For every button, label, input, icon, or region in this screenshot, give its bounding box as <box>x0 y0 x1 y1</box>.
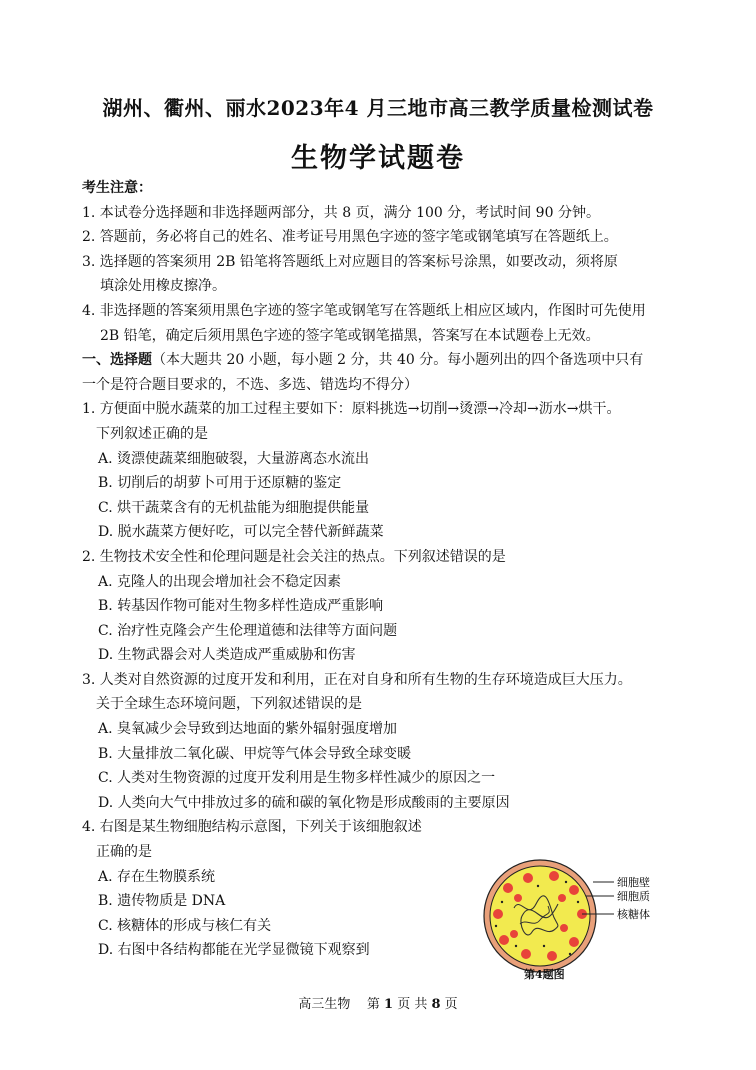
question-option: B. 切削后的胡萝卜可用于还原糖的鉴定 <box>98 475 342 492</box>
notice-item: 1. 本试卷分选择题和非选择题两部分，共 8 页，满分 100 分，考试时间 90 分钟。 <box>82 204 600 221</box>
notice-item-cont: 2B 铅笔，确定后须用黑色字迹的签字笔或钢笔描黑，答案写在本试题卷上无效。 <box>100 327 600 344</box>
question-option: B. 遗传物质是 DNA <box>98 893 226 910</box>
notice-item-cont: 填涂处用橡皮擦净。 <box>100 278 226 295</box>
question-stem: 2. 生物技术安全性和伦理问题是社会关注的热点。下列叙述错误的是 <box>82 548 506 565</box>
ribosome-dot <box>503 883 513 893</box>
exam-title: 湖州、衢州、丽水2023年4 月三地市高三教学质量检测试卷 <box>102 96 654 120</box>
question-option: C. 治疗性克隆会产生伦理道德和法律等方面问题 <box>98 622 398 639</box>
question-option: A. 克隆人的出现会增加社会不稳定因素 <box>98 573 342 590</box>
ribosome-dot <box>499 935 509 945</box>
ribosome-dot <box>569 885 579 895</box>
notice-item: 2. 答题前，务必将自己的姓名、准考证号用黑色字迹的签字笔或钢笔填写在答题纸上。 <box>82 229 618 246</box>
ribosome-dot <box>521 949 531 959</box>
footer-page-num: 1 <box>384 997 394 1012</box>
question-option: B. 转基因作物可能对生物多样性造成严重影响 <box>98 598 384 615</box>
question-stem-cont: 关于全球生态环境问题，下列叙述错误的是 <box>96 696 362 713</box>
footer-page-mid: 页 共 <box>397 997 428 1012</box>
section-label: 一、选择题 <box>82 352 152 369</box>
exam-body <box>82 176 694 963</box>
ribosome-dot <box>549 871 559 881</box>
exam-subtitle: 生物学试题卷 <box>291 143 465 174</box>
question-stem: 3. 人类对自然资源的过度开发和利用，正在对自身和所有生物的生存环境造成巨大压力。 <box>82 671 632 688</box>
notice-item: 4. 非选择题的答案须用黑色字迹的签字笔或钢笔写在答题纸上相应区域内，作图时可先使用 <box>82 302 646 319</box>
page-footer <box>0 993 756 1012</box>
notice-heading: 考生注意： <box>82 180 152 196</box>
label-cell-wall: 细胞壁 <box>617 876 650 889</box>
ribosome-dot <box>514 894 522 902</box>
footer-subject: 高三生物 <box>298 997 351 1012</box>
question-stem-cont: 下列叙述正确的是 <box>96 425 208 442</box>
ribosome-dot <box>523 873 533 883</box>
section-desc: （本大题共 20 小题，每小题 2 分，共 40 分。每小题列出的四个备选项中只有 <box>152 352 644 369</box>
section-header <box>82 348 694 373</box>
question-option: C. 核糖体的形成与核仁有关 <box>98 917 272 934</box>
question-stem: 1. 方便面中脱水蔬菜的加工过程主要如下：原料挑选→切削→烫漂→冷却→沥水→烘干。 <box>82 401 621 418</box>
section-desc-cont: 一个是符合题目要求的，不选、多选、错选均不得分） <box>82 376 418 393</box>
question-option: B. 大量排放二氧化碳、甲烷等气体会导致全球变暖 <box>98 745 412 762</box>
question-stem-cont: 正确的是 <box>96 844 152 861</box>
ribosome-dot <box>558 894 566 902</box>
ribosome-dot <box>547 951 557 961</box>
notice-item: 3. 选择题的答案须用 2B 铅笔将答题纸上对应题目的答案标号涂黑，如要改动，须将原 <box>82 253 618 270</box>
question-option: A. 烫漂使蔬菜细胞破裂，大量游离态水流出 <box>98 450 370 467</box>
question-option: D. 脱水蔬菜方便好吃，可以完全替代新鲜蔬菜 <box>98 524 384 541</box>
label-ribosome: 核糖体 <box>617 908 650 921</box>
question-option: A. 存在生物膜系统 <box>98 868 216 885</box>
question-option: C. 人类对生物资源的过度开发利用是生物多样性减少的原因之一 <box>98 770 496 787</box>
cell-diagram <box>478 858 668 988</box>
question-stem: 4. 右图是某生物细胞结构示意图，下列关于该细胞叙述 <box>82 819 422 836</box>
question-option: D. 人类向大气中排放过多的硫和碳的氧化物是形成酸雨的主要原因 <box>98 794 510 811</box>
ribosome-dot <box>569 937 579 947</box>
footer-page-suffix: 页 <box>444 997 458 1012</box>
question-option: D. 生物武器会对人类造成严重威胁和伤害 <box>98 647 356 664</box>
ribosome-dot <box>560 924 568 932</box>
footer-page-total: 8 <box>431 997 441 1012</box>
figure-caption: 第4题图 <box>524 968 565 981</box>
ribosome-dot <box>493 909 503 919</box>
question-option: A. 臭氧减少会导致到达地面的紫外辐射强度增加 <box>98 721 398 738</box>
footer-page-prefix: 第 <box>366 997 380 1012</box>
ribosome-dot <box>510 930 518 938</box>
question-option: C. 烘干蔬菜含有的无机盐能为细胞提供能量 <box>98 499 370 516</box>
label-cytoplasm: 细胞质 <box>617 890 650 903</box>
question-option: D. 右图中各结构都能在光学显微镜下观察到 <box>98 942 370 959</box>
